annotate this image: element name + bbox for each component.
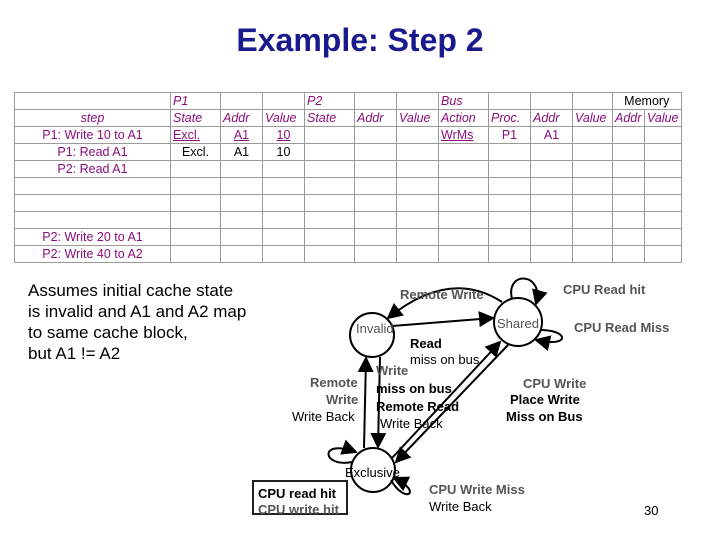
table-cell: P1 bbox=[489, 127, 531, 144]
header-cell: State bbox=[171, 110, 221, 127]
assumption-line: to same cache block, bbox=[28, 323, 188, 342]
header-cell: Proc. bbox=[489, 110, 531, 127]
label-cpu-read-hit-top: CPU Read hit bbox=[563, 282, 646, 297]
label-write: Write bbox=[376, 363, 409, 378]
label-cpu-write: CPU Write bbox=[523, 376, 587, 391]
header-cell: Value bbox=[573, 110, 613, 127]
header-cell: Addr bbox=[531, 110, 573, 127]
label-miss-on-bus-3: Miss on Bus bbox=[506, 409, 583, 424]
exclusive-state-label: Exclusive bbox=[345, 465, 400, 480]
label-place-write: Place Write bbox=[510, 392, 580, 407]
label-read: Read bbox=[410, 336, 442, 351]
label-write-back-center: Write Back bbox=[380, 416, 443, 431]
label-cpu-read-miss: CPU Read Miss bbox=[574, 320, 670, 335]
label-remote-left: Remote bbox=[310, 375, 358, 390]
header-cell: Addr bbox=[355, 110, 397, 127]
exclusive-to-invalid-arrow bbox=[364, 358, 366, 448]
header-cell: step bbox=[15, 110, 171, 127]
assumption-line: but A1 != A2 bbox=[28, 344, 121, 363]
exclusive-hit-loop bbox=[329, 448, 357, 463]
label-miss-on-bus-2: miss on bus bbox=[376, 381, 452, 396]
shared-state-label: Shared bbox=[497, 316, 539, 331]
invalid-state-label: Invalid bbox=[356, 321, 394, 336]
group-memory: Memory bbox=[613, 93, 682, 110]
label-remote-write-top: Remote Write bbox=[400, 287, 484, 302]
exclusive-write-miss-loop bbox=[391, 478, 410, 494]
step-cell: P1: Read A1 bbox=[15, 144, 171, 161]
label-write-back-right: Write Back bbox=[429, 499, 492, 514]
header-cell: State bbox=[305, 110, 355, 127]
step-cell: P2: Write 40 to A2 bbox=[15, 246, 171, 263]
label-cpu-read-hit-bottom: CPU read hit bbox=[258, 486, 337, 501]
group-p1: P1 bbox=[171, 93, 221, 110]
page-title: Example: Step 2 bbox=[236, 22, 484, 58]
label-cpu-write-hit: CPU write hit bbox=[258, 502, 339, 517]
invalid-to-shared-arrow bbox=[392, 318, 493, 326]
group-p2: P2 bbox=[305, 93, 355, 110]
assumption-line: is invalid and A1 and A2 map bbox=[28, 302, 247, 321]
table-cell: A1 bbox=[221, 144, 263, 161]
step-cell: P2: Read A1 bbox=[15, 161, 171, 178]
step-cell: P2: Write 20 to A1 bbox=[15, 229, 171, 246]
table-cell: Excl. bbox=[171, 127, 221, 144]
page-number: 30 bbox=[644, 503, 659, 518]
label-miss-on-bus: miss on bus bbox=[410, 352, 480, 367]
header-cell: Value bbox=[397, 110, 439, 127]
table-cell: Excl. bbox=[171, 144, 221, 161]
assumption-line: Assumes initial cache state bbox=[28, 281, 234, 300]
label-cpu-write-miss: CPU Write Miss bbox=[429, 482, 525, 497]
header-cell: Action bbox=[439, 110, 489, 127]
group-bus: Bus bbox=[439, 93, 489, 110]
label-write-left: Write bbox=[326, 392, 359, 407]
label-write-back-left: Write Back bbox=[292, 409, 355, 424]
table-cell: 10 bbox=[263, 127, 305, 144]
shared-read-hit-loop bbox=[511, 279, 537, 304]
header-cell: Addr bbox=[221, 110, 263, 127]
label-remote-read: Remote Read bbox=[376, 399, 460, 414]
header-cell: Value bbox=[263, 110, 305, 127]
table-cell: WrMs bbox=[439, 127, 489, 144]
step-cell: P1: Write 10 to A1 bbox=[15, 127, 171, 144]
header-cell: Value bbox=[645, 110, 682, 127]
table-cell: 10 bbox=[263, 144, 305, 161]
table-cell: A1 bbox=[531, 127, 573, 144]
table-cell: A1 bbox=[221, 127, 263, 144]
header-cell: Addr bbox=[613, 110, 645, 127]
